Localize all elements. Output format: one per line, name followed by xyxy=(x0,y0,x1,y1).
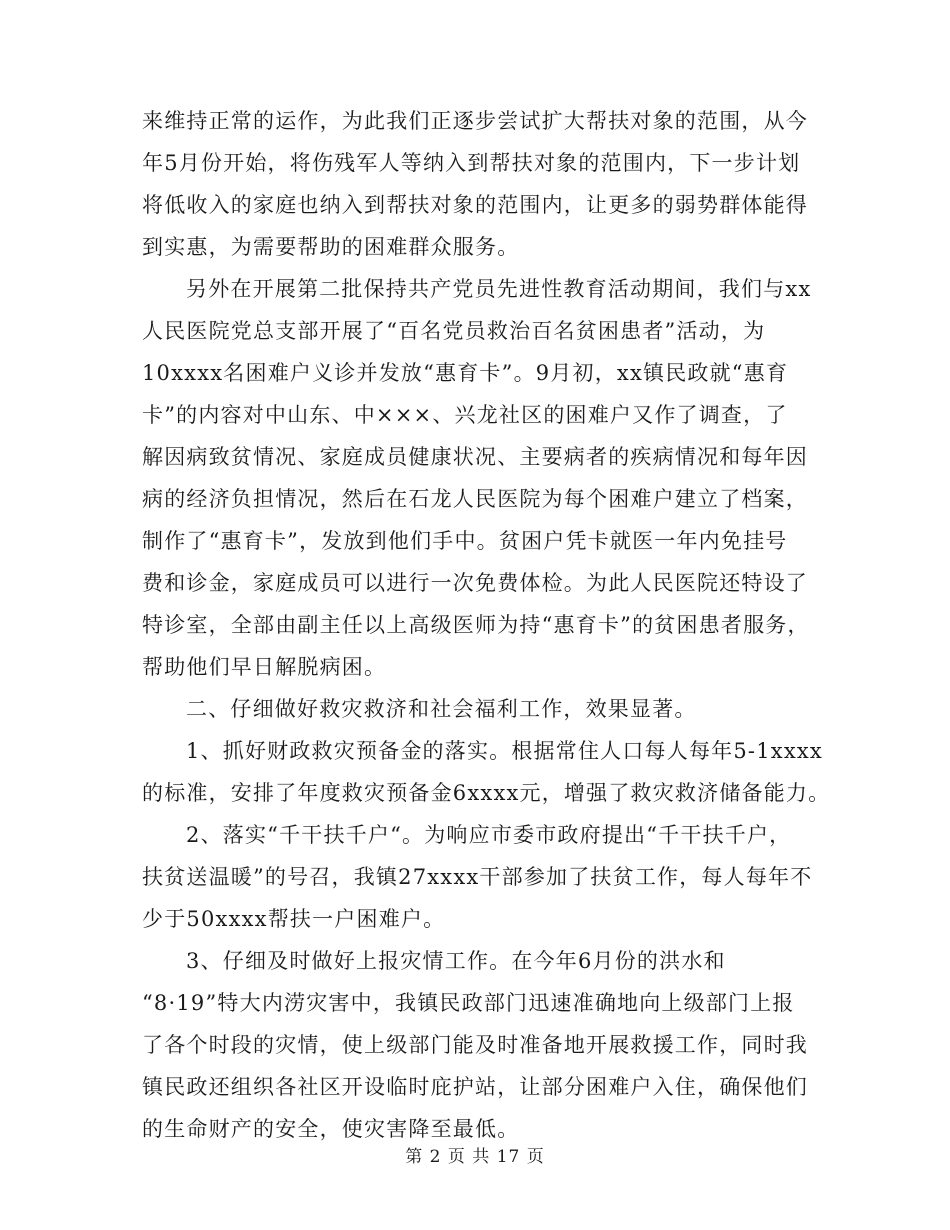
text-line: “8·19”特大内涝灾害中，我镇民政部门迅速准确地向上级部门上报 xyxy=(142,991,795,1015)
text-line: 帮助他们早日解脱病困。 xyxy=(142,655,387,679)
text-line: 10xxxx名困难户义诊并发放“惠育卡”。9月初，xx镇民政就“惠育 xyxy=(142,361,789,385)
text-line: 2、落实“千干扶千户“。为响应市委市政府提出“千干扶千户， xyxy=(186,823,792,847)
text-line: 将低收入的家庭也纳入到帮扶对象的范围内，让更多的弱势群体能得 xyxy=(142,193,808,217)
text-line: 费和诊金，家庭成员可以进行一次免费体检。为此人民医院还特设了 xyxy=(142,571,808,595)
section-heading xyxy=(142,688,810,730)
text-line: 特诊室，全部由副主任以上高级医师为持“惠育卡”的贫困患者服务， xyxy=(142,613,810,637)
text-line: 年5月份开始，将伤残军人等纳入到帮扶对象的范围内，下一步计划 xyxy=(142,151,801,175)
text-line: 来维持正常的运作，为此我们正逐步尝试扩大帮扶对象的范围，从今 xyxy=(142,109,808,133)
text-line: 另外在开展第二批保持共产党员先进性教育活动期间，我们与xx xyxy=(186,277,812,301)
text-line: 病的经济负担情况，然后在石龙人民医院为每个困难户建立了档案， xyxy=(142,487,808,511)
text-line: 了各个时段的灾情，使上级部门能及时准备地开展救援工作，同时我 xyxy=(142,1033,808,1057)
text-line: 1、抓好财政救灾预备金的落实。根据常住人口每人每年5-1xxxx xyxy=(186,739,823,763)
text-line: 卡”的内容对中山东、中×××、兴龙社区的困难户又作了调查，了 xyxy=(142,403,788,427)
text-line: 扶贫送温暖”的号召，我镇27xxxx干部参加了扶贫工作，每人每年不 xyxy=(142,865,813,889)
text-line: 到实惠，为需要帮助的困难群众服务。 xyxy=(142,235,520,259)
text-line: 二、仔细做好救灾救济和社会福利工作，效果显著。 xyxy=(186,697,697,721)
text-line: 少于50xxxx帮扶一户困难户。 xyxy=(142,907,446,931)
paragraph xyxy=(142,814,813,940)
paragraph xyxy=(142,268,810,688)
text-line: 的标准，安排了年度救灾预备金6xxxx元，增强了救灾救济储备能力。 xyxy=(142,781,831,805)
paragraph xyxy=(142,730,831,814)
text-line: 人民医院党总支部开展了“百名党员救治百名贫困患者”活动，为 xyxy=(142,319,766,343)
paragraph xyxy=(142,940,810,1150)
text-line: 镇民政还组织各社区开设临时庇护站，让部分困难户入住，确保他们 xyxy=(142,1075,808,1099)
text-line: 的生命财产的安全，使灾害降至最低。 xyxy=(142,1117,520,1141)
paragraph xyxy=(142,100,810,268)
page-number-footer: 第 2 页 共 17 页 xyxy=(405,1147,545,1167)
text-line: 解因病致贫情况、家庭成员健康状况、主要病者的疾病情况和每年因 xyxy=(142,445,808,469)
text-line: 3、仔细及时做好上报灾情工作。在今年6月份的洪水和 xyxy=(186,949,726,973)
text-line: 制作了“惠育卡”，发放到他们手中。贫困户凭卡就医一年内免挂号 xyxy=(142,529,788,553)
document-body xyxy=(142,100,831,1150)
